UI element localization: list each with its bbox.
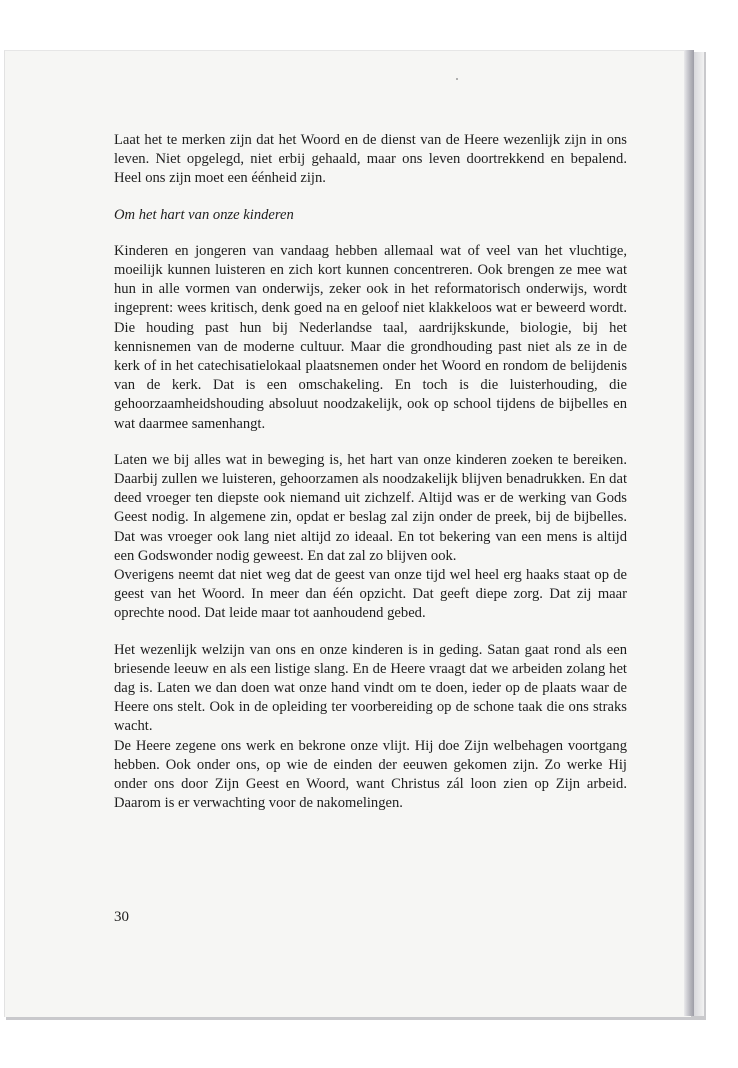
page-number: 30: [114, 909, 129, 925]
book-cover-edge: [694, 52, 704, 1016]
paragraph-children-youth: Kinderen en jongeren van vandaag hebben allemaal wat of veel van het vluchtige, moeilijk kunnen luisteren en zich kort kunnen concentreren. Ook brengen ze mee wat hun in alle vormen van onderwijs, zeker ook in het reformatorisch onderwijs, wordt ingeprent: wees kritisch, denk goed na en geloof niet klakkeloos wat er beweerd wordt. Die houding past hun bij Nederlandse taal, aardrijkskunde, biologie, bij het kennisnemen van de moderne cultuur. Maar die grondhouding past niet als ze in de kerk of in het catechisatielokaal plaatsnemen onder het Woord en rondom de belijdenis van de kerk. Dat is een omschakeling. En toch is die luisterhouding, die gehoorzaamheidshouding absoluut noodzakelijk, ook op school tijdens de bijbelles en wat daarmee samenhangt.: [114, 242, 627, 432]
paragraph-blessing: De Heere zegene ons werk en bekrone onze vlijt. Hij doe Zijn welbehagen voortgang hebben. Ook onder ons, op wie de einden der eeuwen gekomen zijn. Zo werke Hij onder ons door Zijn Geest en Woord, want Christus zál loon zien op Zijn arbeid. Daarom is er verwachting voor de nakomelingen.: [114, 737, 627, 812]
paragraph-intro: Laat het te merken zijn dat het Woord en de dienst van de Heere wezenlijk zijn in ons leven. Niet opgelegd, niet erbij gehaald, maar ons leven doortrekkend en bepalend. Heel ons zijn moet een éénheid zijn.: [114, 132, 627, 187]
book-spine-edge: [684, 50, 694, 1016]
paragraph-reach-heart: Laten we bij alles wat in beweging is, het hart van onze kinderen zoeken te bereiken. Daarbij zullen we luisteren, gehoorzamen als noodzakelijk blijven benadrukken. En dat deed vroeger ten diepste ook niemand uit zichzelf. Altijd was er de werking van Gods Geest nodig. In algemene zin, opdat er beslag zal zijn onder de preek, bij de bijbelles. Dat was vroeger ook lang niet altijd zo ideaal. En tot bekering van een mens is altijd een Godswonder nodig geweest. En dat zal zo blijven ook.: [114, 451, 627, 564]
dust-speck: [456, 78, 458, 80]
section-heading: Om het hart van onze kinderen: [114, 206, 294, 223]
paragraph-wellbeing: Het wezenlijk welzijn van ons en onze kinderen is in geding. Satan gaat rond als een briesende leeuw en als een listige slang. En de Heere vraagt dat we arbeiden zolang het dag is. Laten we dan doen wat onze hand vindt om te doen, ieder op de plaats waar de Heere ons stelt. Ook in de opleiding ter voorbereiding op de schone taak die ons straks wacht.: [114, 641, 627, 735]
paragraph-spirit-of-time: Overigens neemt dat niet weg dat de geest van onze tijd wel heel erg haaks staat op de geest van het Woord. In meer dan één opzicht. Dat geeft diepe zorg. Dat zij maar oprechte nood. Dat leide maar tot aanhoudend gebed.: [114, 567, 627, 622]
body-text: [114, 131, 627, 814]
